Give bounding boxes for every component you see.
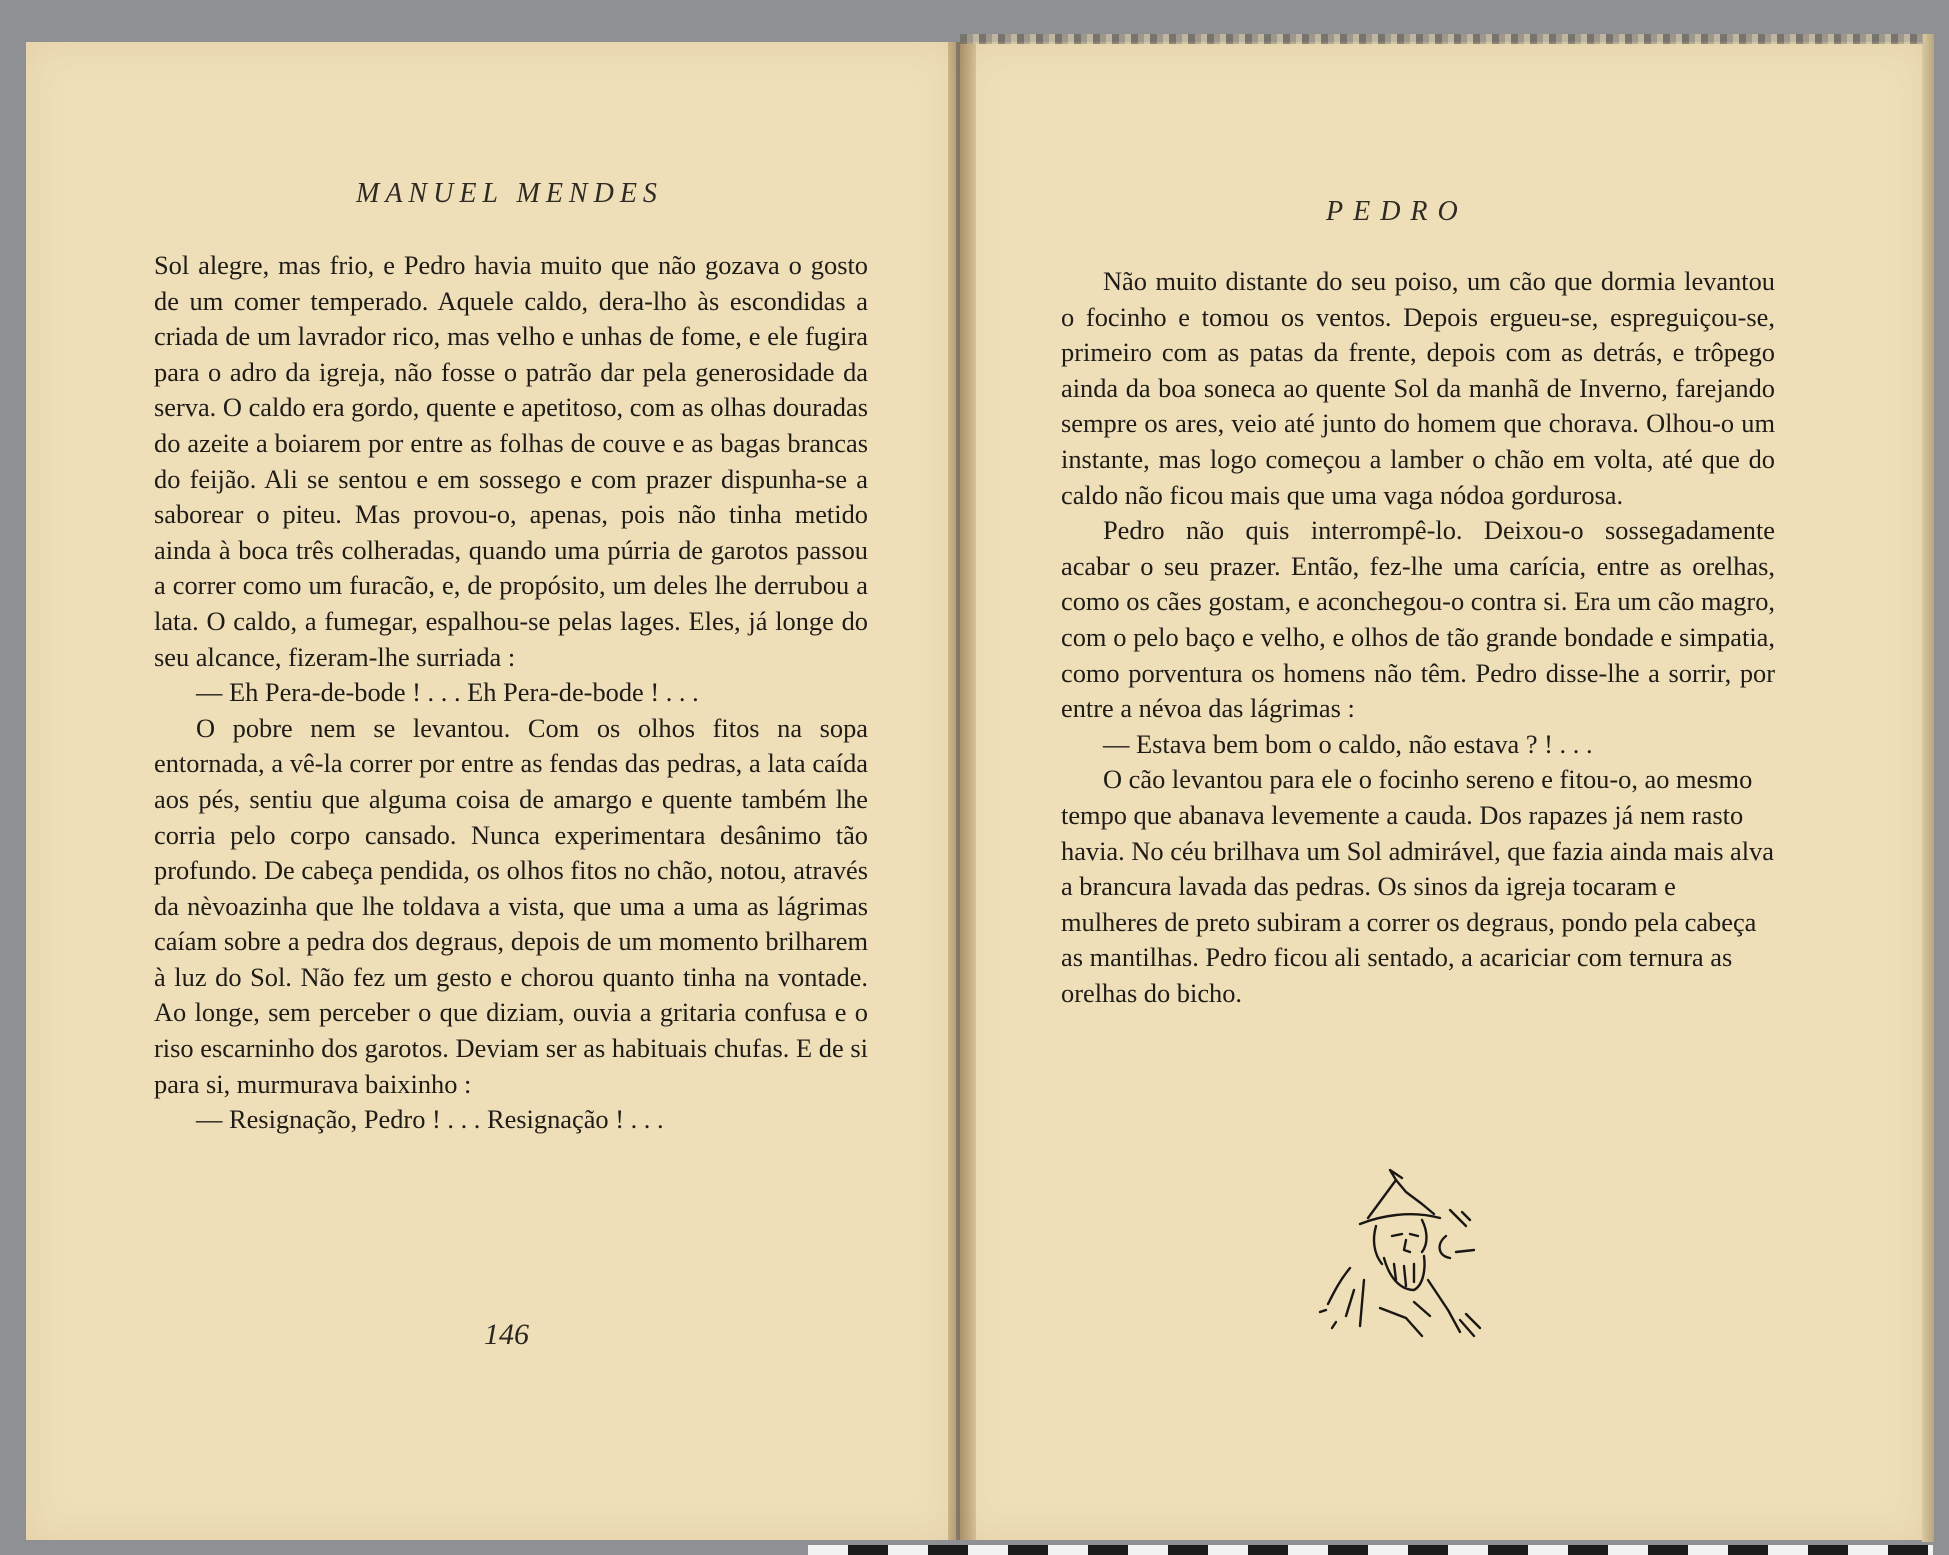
torn-top-edge xyxy=(960,34,1926,44)
left-running-head: MANUEL MENDES xyxy=(356,178,663,209)
right-running-head: PEDRO xyxy=(1326,196,1468,227)
left-body-text xyxy=(154,248,868,1138)
page-number: 146 xyxy=(484,1318,529,1351)
color-scale-bar xyxy=(808,1545,1933,1555)
right-body-text xyxy=(1061,264,1775,1011)
right-paragraph-2: Pedro não quis interrompê-lo. Deixou-o sossegadamente acabar o seu prazer. Então, fez-lhe uma carícia, entre as orelhas, como os cães gostam, e aconchegou-o contra si. Era um cão magro, com o pelo baço e velho, e olhos de tão grande bondade e simpatia, como porventura os homens não têm. Pedro disse-lhe a sorrir, por entre a névoa das lágrimas : xyxy=(1061,515,1775,724)
left-paragraph-1: Sol alegre, mas frio, e Pedro havia muito que não gozava o gosto de um comer temperado. Aquele caldo, dera-lho às escondidas a criada de um lavrador rico, mas velho e unhas de fome, e ele fugira para o adro da igreja, não fosse o patrão dar pela generosidade da serva. O caldo era gordo, quente e apetitoso, com as olhas douradas do azeite a boiarem por entre as folhas de couve e as bagas brancas do feijão. Ali se sentou e em sossego e com prazer dispunha-se a saborear o piteu. Mas provou-o, apenas, pois não tinha metido ainda à boca três colheradas, quando uma púrria de garotos passou a correr como um furacão, e, de propósito, um deles lhe derrubou a lata. O caldo, a fumegar, espalhou-se pelas lages. Eles, já longe do seu alcance, fizeram-lhe surriada : xyxy=(154,250,868,672)
book-gutter xyxy=(948,42,976,1540)
left-dialogue-1: — Eh Pera-de-bode ! . . . Eh Pera-de-bode ! . . . xyxy=(196,677,699,708)
right-paragraph-1: Não muito distante do seu poiso, um cão que dormia levantou o focinho e tomou os ventos. Depois ergueu-se, espreguiçou-se, primeiro com as patas da frente, depois com as detrás, e trôpego ainda da boa soneca ao quente Sol da manhã de Inverno, farejando sempre os ares, veio até junto do homem que chorava. Olhou-o um instante, mas logo começou a lamber o chão em volta, até que do caldo não ficou mais que uma vaga nódoa gordurosa. xyxy=(1061,266,1775,510)
left-dialogue-2: — Resignação, Pedro ! . . . Resignação ! . . . xyxy=(196,1104,664,1135)
old-man-sketch-illustration xyxy=(1310,1140,1520,1350)
left-paragraph-2: O pobre nem se levantou. Com os olhos fitos na sopa entornada, a vê-la correr por entre as fendas das pedras, a lata caída aos pés, sentiu que alguma coisa de amargo e quente também lhe corria pelo corpo cansado. Nunca experimentara desânimo tão profundo. De cabeça pendida, os olhos fitos no chão, notou, através da nèvoazinha que lhe toldava a vista, que uma a uma as lágrimas caíam sobre a pedra dos degraus, depois de um momento brilharem à luz do Sol. Não fez um gesto e chorou quanto tinha na vontade. Ao longe, sem perceber o que diziam, ouvia a gritaria confusa e o riso escarninho dos garotos. Deviam ser as habituais chufas. E de si para si, murmurava baixinho : xyxy=(154,712,868,1099)
right-paragraph-3: O cão levantou para ele o focinho sereno e fitou-o, ao mesmo tempo que abanava levemente a cauda. Dos rapazes já nem rasto havia. No céu brilhava um Sol admirável, que fazia ainda mais alva a brancura lavada das pedras. Os sinos da igreja tocaram e mulheres de preto subiram a correr os degraus, pondo pela cabeça as mantilhas. Pedro ficou ali sentado, a acariciar com ternura as orelhas do bicho. xyxy=(1061,764,1775,1008)
page-edge xyxy=(1922,34,1934,1542)
right-dialogue: — Estava bem bom o caldo, não estava ? ! . . . xyxy=(1103,728,1593,759)
